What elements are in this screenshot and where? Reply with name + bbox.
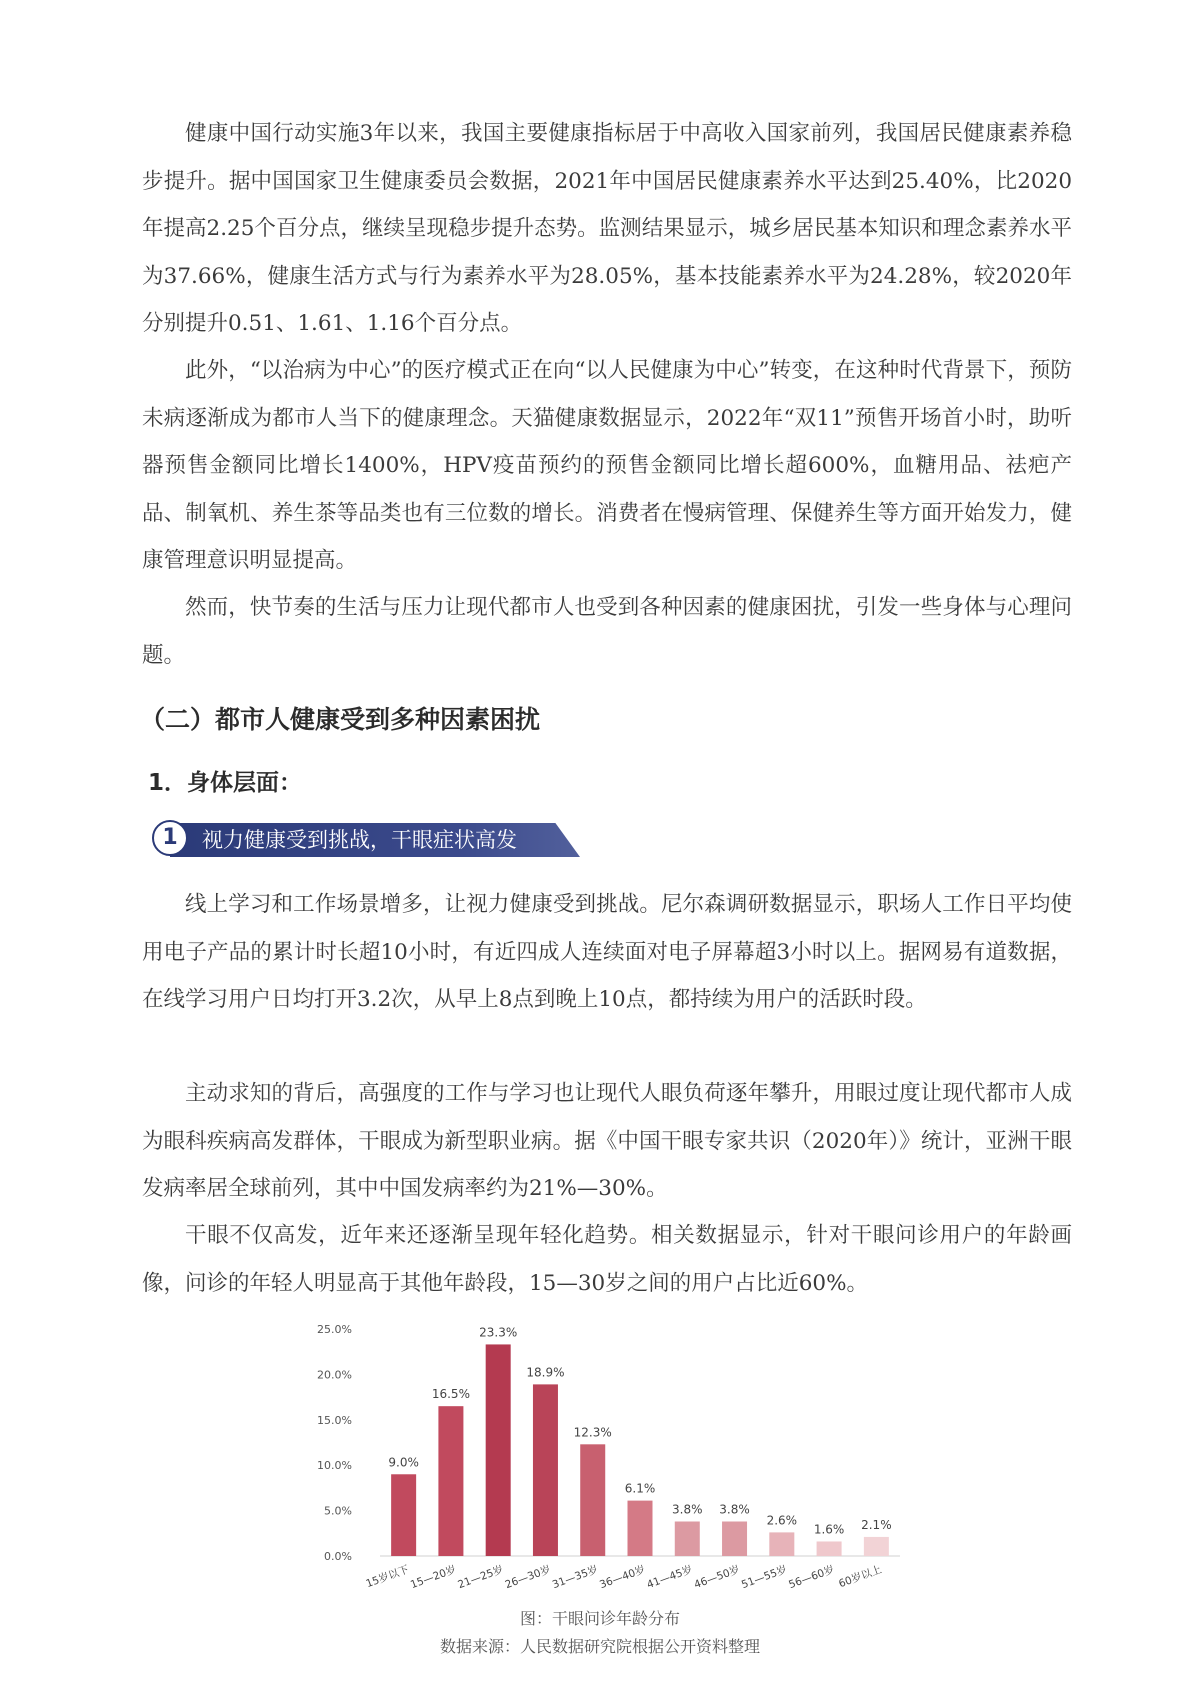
bar-8 (722, 1521, 747, 1556)
chart-caption-source: 数据来源：人民数据研究院根据公开资料整理 (439, 1637, 760, 1656)
bar-value-label: 18.9% (526, 1365, 565, 1380)
bar-value-label: 1.6% (813, 1522, 845, 1537)
x-tick-label: 56—60岁 (787, 1563, 837, 1592)
bar-value-label: 6.1% (624, 1481, 656, 1496)
paragraph-screen-time: 线上学习和工作场景增多，让视力健康受到挑战。尼尔森调研数据显示，职场人工作日平均使用电子产品的累计时长超10小时，有近四成人连续面对电子屏幕超3小时以上。据网易有道数据，在线学习用户日均打开3.2次，从早上8点到晚上10点，都持续为用户的活跃时段。 (142, 892, 1072, 1012)
y-tick-label: 20.0% (317, 1368, 352, 1382)
y-tick-label: 5.0% (324, 1504, 352, 1518)
bar-value-label: 2.6% (766, 1513, 798, 1528)
x-tick-label: 31—35岁 (550, 1563, 600, 1592)
bar-2 (438, 1406, 463, 1556)
bar-7 (675, 1521, 700, 1556)
x-tick-label: 26—30岁 (503, 1563, 553, 1592)
y-tick-label: 10.0% (317, 1459, 352, 1473)
bar-5 (580, 1444, 605, 1556)
bar-value-label: 2.1% (861, 1517, 892, 1532)
y-tick-label: 15.0% (317, 1413, 352, 1427)
x-tick-label: 41—45岁 (645, 1563, 695, 1592)
y-tick-label: 0.0% (324, 1550, 352, 1563)
paragraph-urban-pressure: 然而，快节奏的生活与压力让现代都市人也受到各种因素的健康困扰，引发一些身体与心理问题。 (142, 595, 1072, 668)
paragraph-dry-eye-incidence: 主动求知的背后，高强度的工作与学习也让现代人眼负荷逐年攀升，用眼过度让现代都市人成为眼科疾病高发群体，干眼成为新型职业病。据《中国干眼专家共识（2020年）》统计，亚洲干眼发病率居全球前列，其中中国发病率约为21%—30%。 (142, 1081, 1072, 1201)
paragraph-dry-eye-youth: 干眼不仅高发，近年来还逐渐呈现年轻化趋势。相关数据显示，针对干眼问诊用户的年龄画像，问诊的年轻人明显高于其他年龄段，15—30岁之间的用户占比近60%。 (142, 1223, 1072, 1296)
bar-10 (817, 1541, 842, 1556)
bar-value-label: 9.0% (388, 1455, 419, 1470)
bar-value-label: 3.8% (672, 1502, 703, 1517)
x-tick-label: 21—25岁 (456, 1563, 506, 1592)
subsection-heading: 1．身体层面： (148, 770, 303, 796)
bar-value-label: 3.8% (719, 1502, 750, 1517)
bar-6 (628, 1501, 653, 1556)
bar-4 (533, 1384, 558, 1556)
section-heading: （二）都市人健康受到多种因素困扰 (140, 705, 541, 734)
paragraph-health-literacy: 健康中国行动实施3年以来，我国主要健康指标居于中高收入国家前列，我国居民健康素养稳步提升。据中国国家卫生健康委员会数据，2021年中国居民健康素养水平达到25.40%，比2020年提高2.25个百分点，继续呈现稳步提升态势。监测结果显示，城乡居民基本知识和理念素养水平为37.66%，健康生活方式与行为素养水平为28.05%，基本技能素养水平为24.28%，较2020年分别提升0.51、1.61、1.16个百分点。 (142, 121, 1072, 336)
bar-11 (864, 1537, 889, 1556)
bar-value-label: 12.3% (573, 1425, 612, 1440)
bar-3 (486, 1344, 511, 1556)
banner-title: 视力健康受到挑战，干眼症状高发 (202, 828, 517, 852)
x-tick-label: 60岁以上 (837, 1563, 884, 1591)
bar-1 (391, 1474, 416, 1556)
x-tick-label: 15岁以下 (364, 1563, 411, 1591)
bar-9 (769, 1532, 794, 1556)
x-tick-label: 51—55岁 (739, 1563, 789, 1592)
chart-caption-title: 图：干眼问诊年龄分布 (519, 1609, 680, 1628)
x-tick-label: 36—40岁 (598, 1563, 648, 1592)
paragraph-prevention-trend: 此外，“以治病为中心”的医疗模式正在向“以人民健康为中心”转变，在这种时代背景下，预防未病逐渐成为都市人当下的健康理念。天猫健康数据显示，2022年“双11”预售开场首小时，助听器预售金额同比增长1400%，HPV疫苗预约的预售金额同比增长超600%，血糖用品、祛疤产品、制氧机、养生茶等品类也有三位数的增长。消费者在慢病管理、保健养生等方面开始发力，健康管理意识明显提高。 (142, 358, 1072, 573)
bar-value-label: 16.5% (431, 1387, 470, 1402)
banner-number-badge: 1 (152, 820, 188, 856)
x-tick-label: 15—20岁 (408, 1563, 458, 1592)
y-tick-label: 25.0% (317, 1323, 352, 1336)
bar-value-label: 23.3% (479, 1325, 518, 1340)
x-tick-label: 46—50岁 (692, 1563, 742, 1592)
